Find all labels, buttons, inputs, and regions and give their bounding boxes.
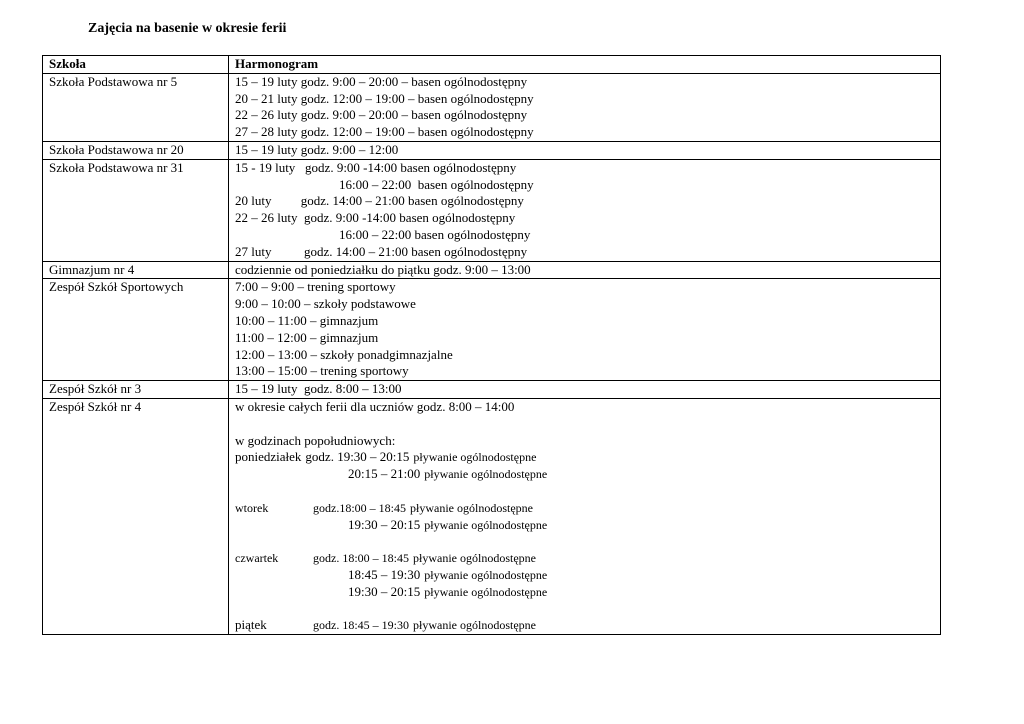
school-cell: Zespół Szkół nr 4 [43,398,229,634]
day-schedule-line [235,567,934,584]
table-row [43,381,941,399]
school-cell: Zespół Szkół nr 3 [43,381,229,399]
schedule-cell [229,159,941,261]
time-slot: 19:30 – 20:15 [348,516,421,532]
time-slot: 18:45 – 19:30 [348,566,421,582]
schedule-line: 27 – 28 luty godz. 12:00 – 19:00 – basen ogólnodostępny [235,124,534,140]
school-cell: Gimnazjum nr 4 [43,261,229,279]
schedule-intro: w okresie całych ferii dla uczniów godz. 8:00 – 14:00 [235,398,515,414]
schedule-cell [229,73,941,141]
activity-label: pływanie ogólnodostępne [410,500,533,515]
time-slot: godz.18:00 – 18:45 [313,500,406,515]
day-schedule-line [235,617,934,634]
schedule-line: codziennie od poniedziałku do piątku godz. 9:00 – 13:00 [235,261,531,277]
schedule-line: 11:00 – 12:00 – gimnazjum [235,329,379,345]
time-slot: 20:15 – 21:00 [348,466,421,482]
activity-label: pływanie ogólnodostępne [413,618,536,633]
school-cell: Szkoła Podstawowa nr 20 [43,141,229,159]
table-header-row [43,56,941,74]
schedule-line: 10:00 – 11:00 – gimnazjum [235,312,379,328]
table-row [43,73,941,141]
activity-label: pływanie ogólnodostępne [424,584,548,599]
schedule-cell [229,398,941,634]
school-cell: Szkoła Podstawowa nr 31 [43,159,229,261]
activity-label: pływanie ogólnodostępne [424,517,548,532]
time-slot: godz. 19:30 – 20:15 [305,449,410,465]
table-row [43,159,941,261]
activity-label: pływanie ogólnodostępne [413,551,536,566]
table-row [43,261,941,279]
time-slot: 19:30 – 20:15 [348,583,421,599]
schedule-line: 16:00 – 22:00 basen ogólnodostępny [235,176,534,192]
swimming-schedule-table [42,55,941,635]
school-cell: Zespół Szkół Sportowych [43,279,229,381]
schedule-line: 27 luty godz. 14:00 – 21:00 basen ogólnodostępny [235,243,528,259]
schedule-cell [229,381,941,399]
table-row [43,279,941,381]
time-slot: godz. 18:45 – 19:30 [313,618,409,633]
header-school: Szkoła [43,56,229,74]
schedule-line: 16:00 – 22:00 basen ogólnodostępny [235,226,531,242]
schedule-line: 20 luty godz. 14:00 – 21:00 basen ogólnodostępny [235,193,524,209]
schedule-cell [229,261,941,279]
schedule-line: 15 – 19 luty godz. 8:00 – 13:00 [235,381,402,397]
schedule-line: 15 - 19 luty godz. 9:00 -14:00 basen ogólnodostępny [235,159,517,175]
schedule-line: 15 – 19 luty godz. 9:00 – 20:00 – basen ogólnodostępny [235,73,528,89]
schedule-line: 9:00 – 10:00 – szkoły podstawowe [235,296,416,312]
activity-label: pływanie ogólnodostępne [413,450,537,465]
schedule-line: 13:00 – 15:00 – trening sportowy [235,363,409,379]
day-schedule-line [235,550,934,567]
table-row [43,398,941,634]
time-slot: godz. 18:00 – 18:45 [313,551,409,566]
header-schedule: Harmonogram [229,56,941,74]
day-schedule-line [235,466,934,483]
document-title: Zajęcia na basenie w okresie ferii [88,21,287,36]
schedule-line: 22 – 26 luty godz. 9:00 – 20:00 – basen ogólnodostępny [235,107,528,123]
schedule-cell [229,141,941,159]
day-schedule-line [235,584,934,601]
schedule-line: 12:00 – 13:00 – szkoły ponadgimnazjalne [235,346,453,362]
school-cell: Szkoła Podstawowa nr 5 [43,73,229,141]
table-row [43,141,941,159]
day-label: piątek [235,617,267,633]
schedule-line: 22 – 26 luty godz. 9:00 -14:00 basen ogólnodostępny [235,210,516,226]
schedule-line: 15 – 19 luty godz. 9:00 – 12:00 [235,141,399,157]
afternoon-heading: w godzinach popołudniowych: [235,432,396,448]
activity-label: pływanie ogólnodostępne [424,467,548,482]
schedule-line: 20 – 21 luty godz. 12:00 – 19:00 – basen ogólnodostępny [235,90,534,106]
day-label: wtorek [235,500,269,515]
day-schedule-line [235,517,934,534]
day-schedule-line [235,449,934,466]
activity-label: pływanie ogólnodostępne [424,567,548,582]
day-schedule-line [235,500,934,517]
day-label: poniedziałek [235,449,302,465]
schedule-line: 7:00 – 9:00 – trening sportowy [235,279,396,295]
schedule-cell [229,279,941,381]
day-label: czwartek [235,551,279,566]
